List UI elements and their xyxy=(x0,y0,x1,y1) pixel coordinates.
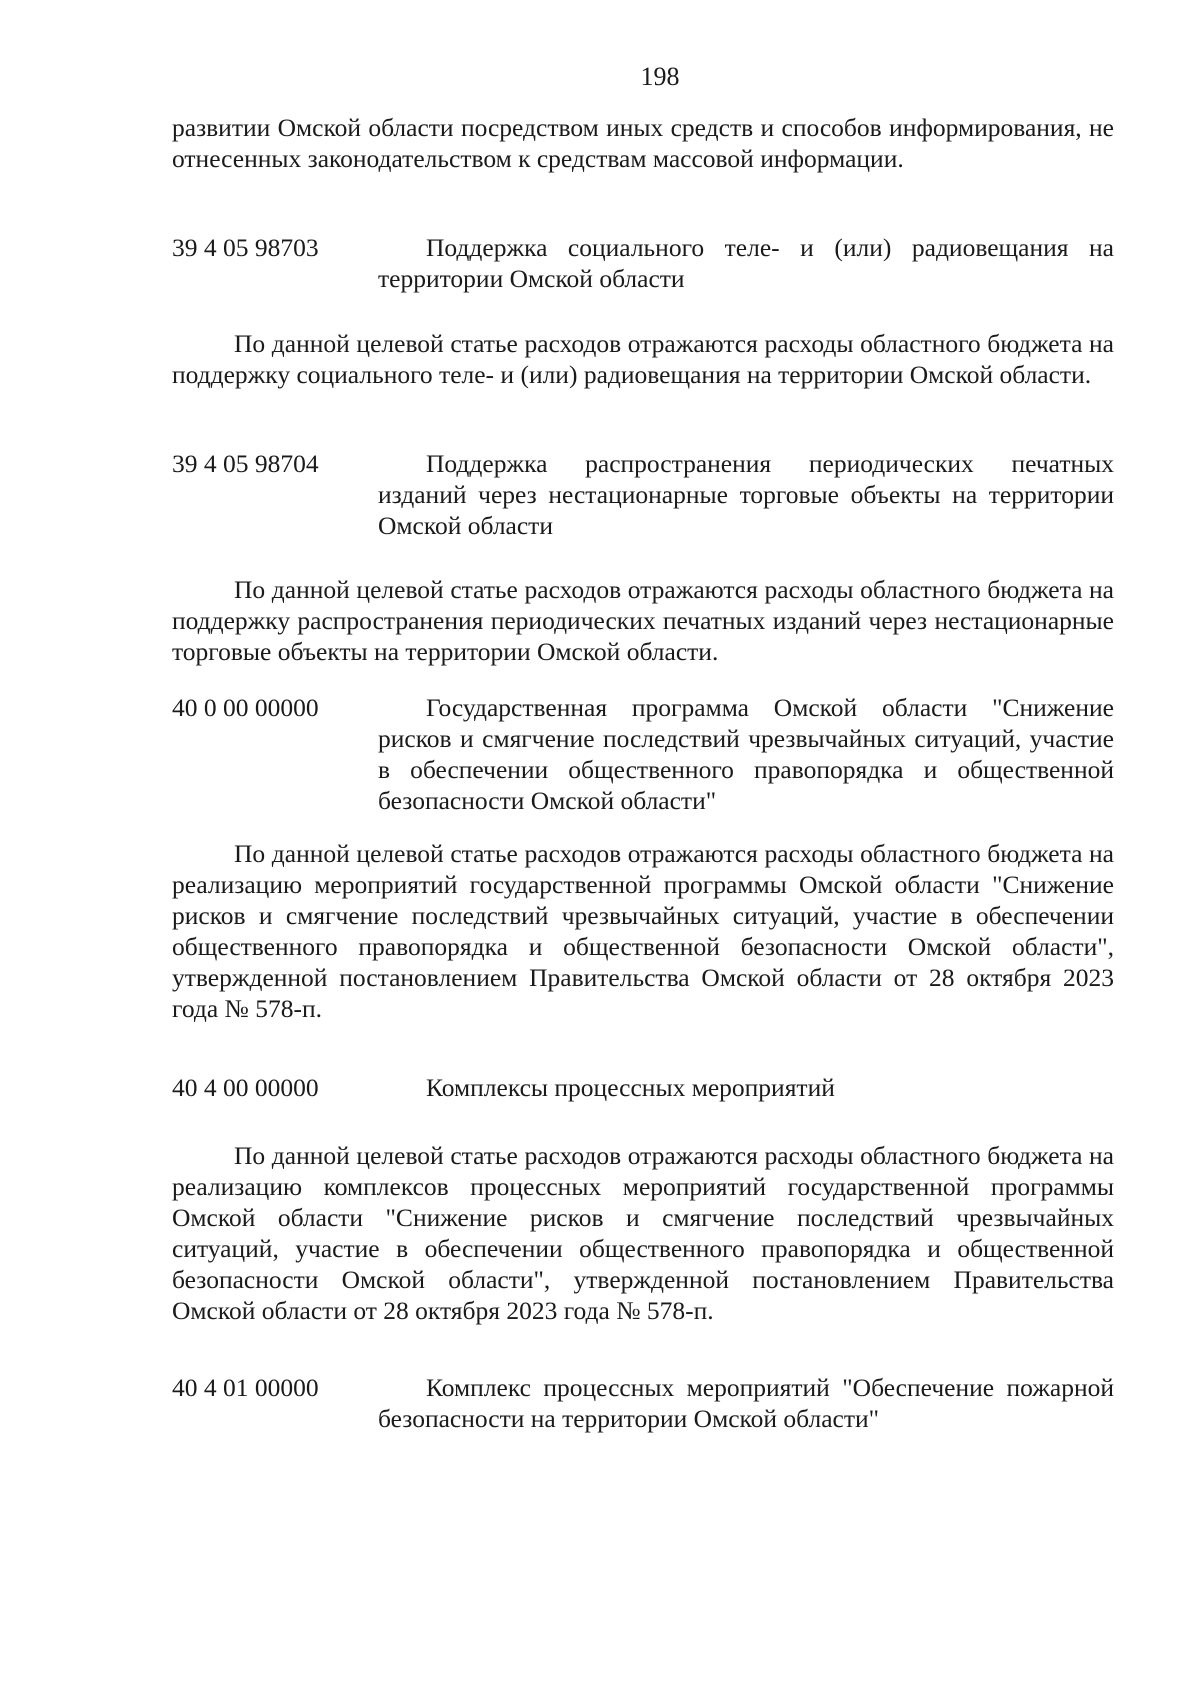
budget-entry-title: Комплексы процессных мероприятий xyxy=(426,1073,835,1102)
budget-entry-description: По данной целевой статье расходов отражаются расходы областного бюджета на реализацию мероприятий государственной программы Омской области "Снижение рисков и смягчение последствий чрезвычайных ситуаций, участие в обеспечении общественного правопорядка и общественной безопасности Омской области", утвержденной постановлением Правительства Омской области от 28 октября 2023 года № 578-п. xyxy=(172,839,1114,1023)
budget-code: 40 4 00 00000 xyxy=(172,1073,319,1102)
budget-entry-title: Государственная программа Омской области "Снижение рисков и смягчение последствий чрезвычайных ситуаций, участие в обеспечении общественного правопорядка и общественной безопасности Омской области" xyxy=(378,693,1114,815)
budget-code: 40 4 01 00000 xyxy=(172,1373,319,1402)
budget-entry-title: Комплекс процессных мероприятий "Обеспечение пожарной безопасности на территории Омской области" xyxy=(378,1373,1114,1433)
budget-code: 39 4 05 98703 xyxy=(172,233,319,262)
budget-entry-title: Поддержка распространения периодических печатных изданий через нестационарные торговые объекты на территории Омской области xyxy=(378,449,1114,540)
intro-paragraph: развитии Омской области посредством иных средств и способов информирования, не отнесенных законодательством к средствам массовой информации. xyxy=(172,113,1114,173)
budget-code: 39 4 05 98704 xyxy=(172,449,319,478)
page-number: 198 xyxy=(640,62,680,91)
budget-entry-description: По данной целевой статье расходов отражаются расходы областного бюджета на реализацию комплексов процессных мероприятий государственной программы Омской области "Снижение рисков и смягчение последствий чрезвычайных ситуаций, участие в обеспечении общественного правопорядка и общественной безопасности Омской области", утвержденной постановлением Правительства Омской области от 28 октября 2023 года № 578-п. xyxy=(172,1141,1114,1325)
budget-entry-title: Поддержка социального теле- и (или) радиовещания на территории Омской области xyxy=(378,233,1114,293)
budget-code: 40 0 00 00000 xyxy=(172,693,319,722)
budget-entry-description: По данной целевой статье расходов отражаются расходы областного бюджета на поддержку социального теле- и (или) радиовещания на территории Омской области. xyxy=(172,329,1114,389)
budget-entry-description: По данной целевой статье расходов отражаются расходы областного бюджета на поддержку распространения периодических печатных изданий через нестационарные торговые объекты на территории Омской области. xyxy=(172,575,1114,666)
